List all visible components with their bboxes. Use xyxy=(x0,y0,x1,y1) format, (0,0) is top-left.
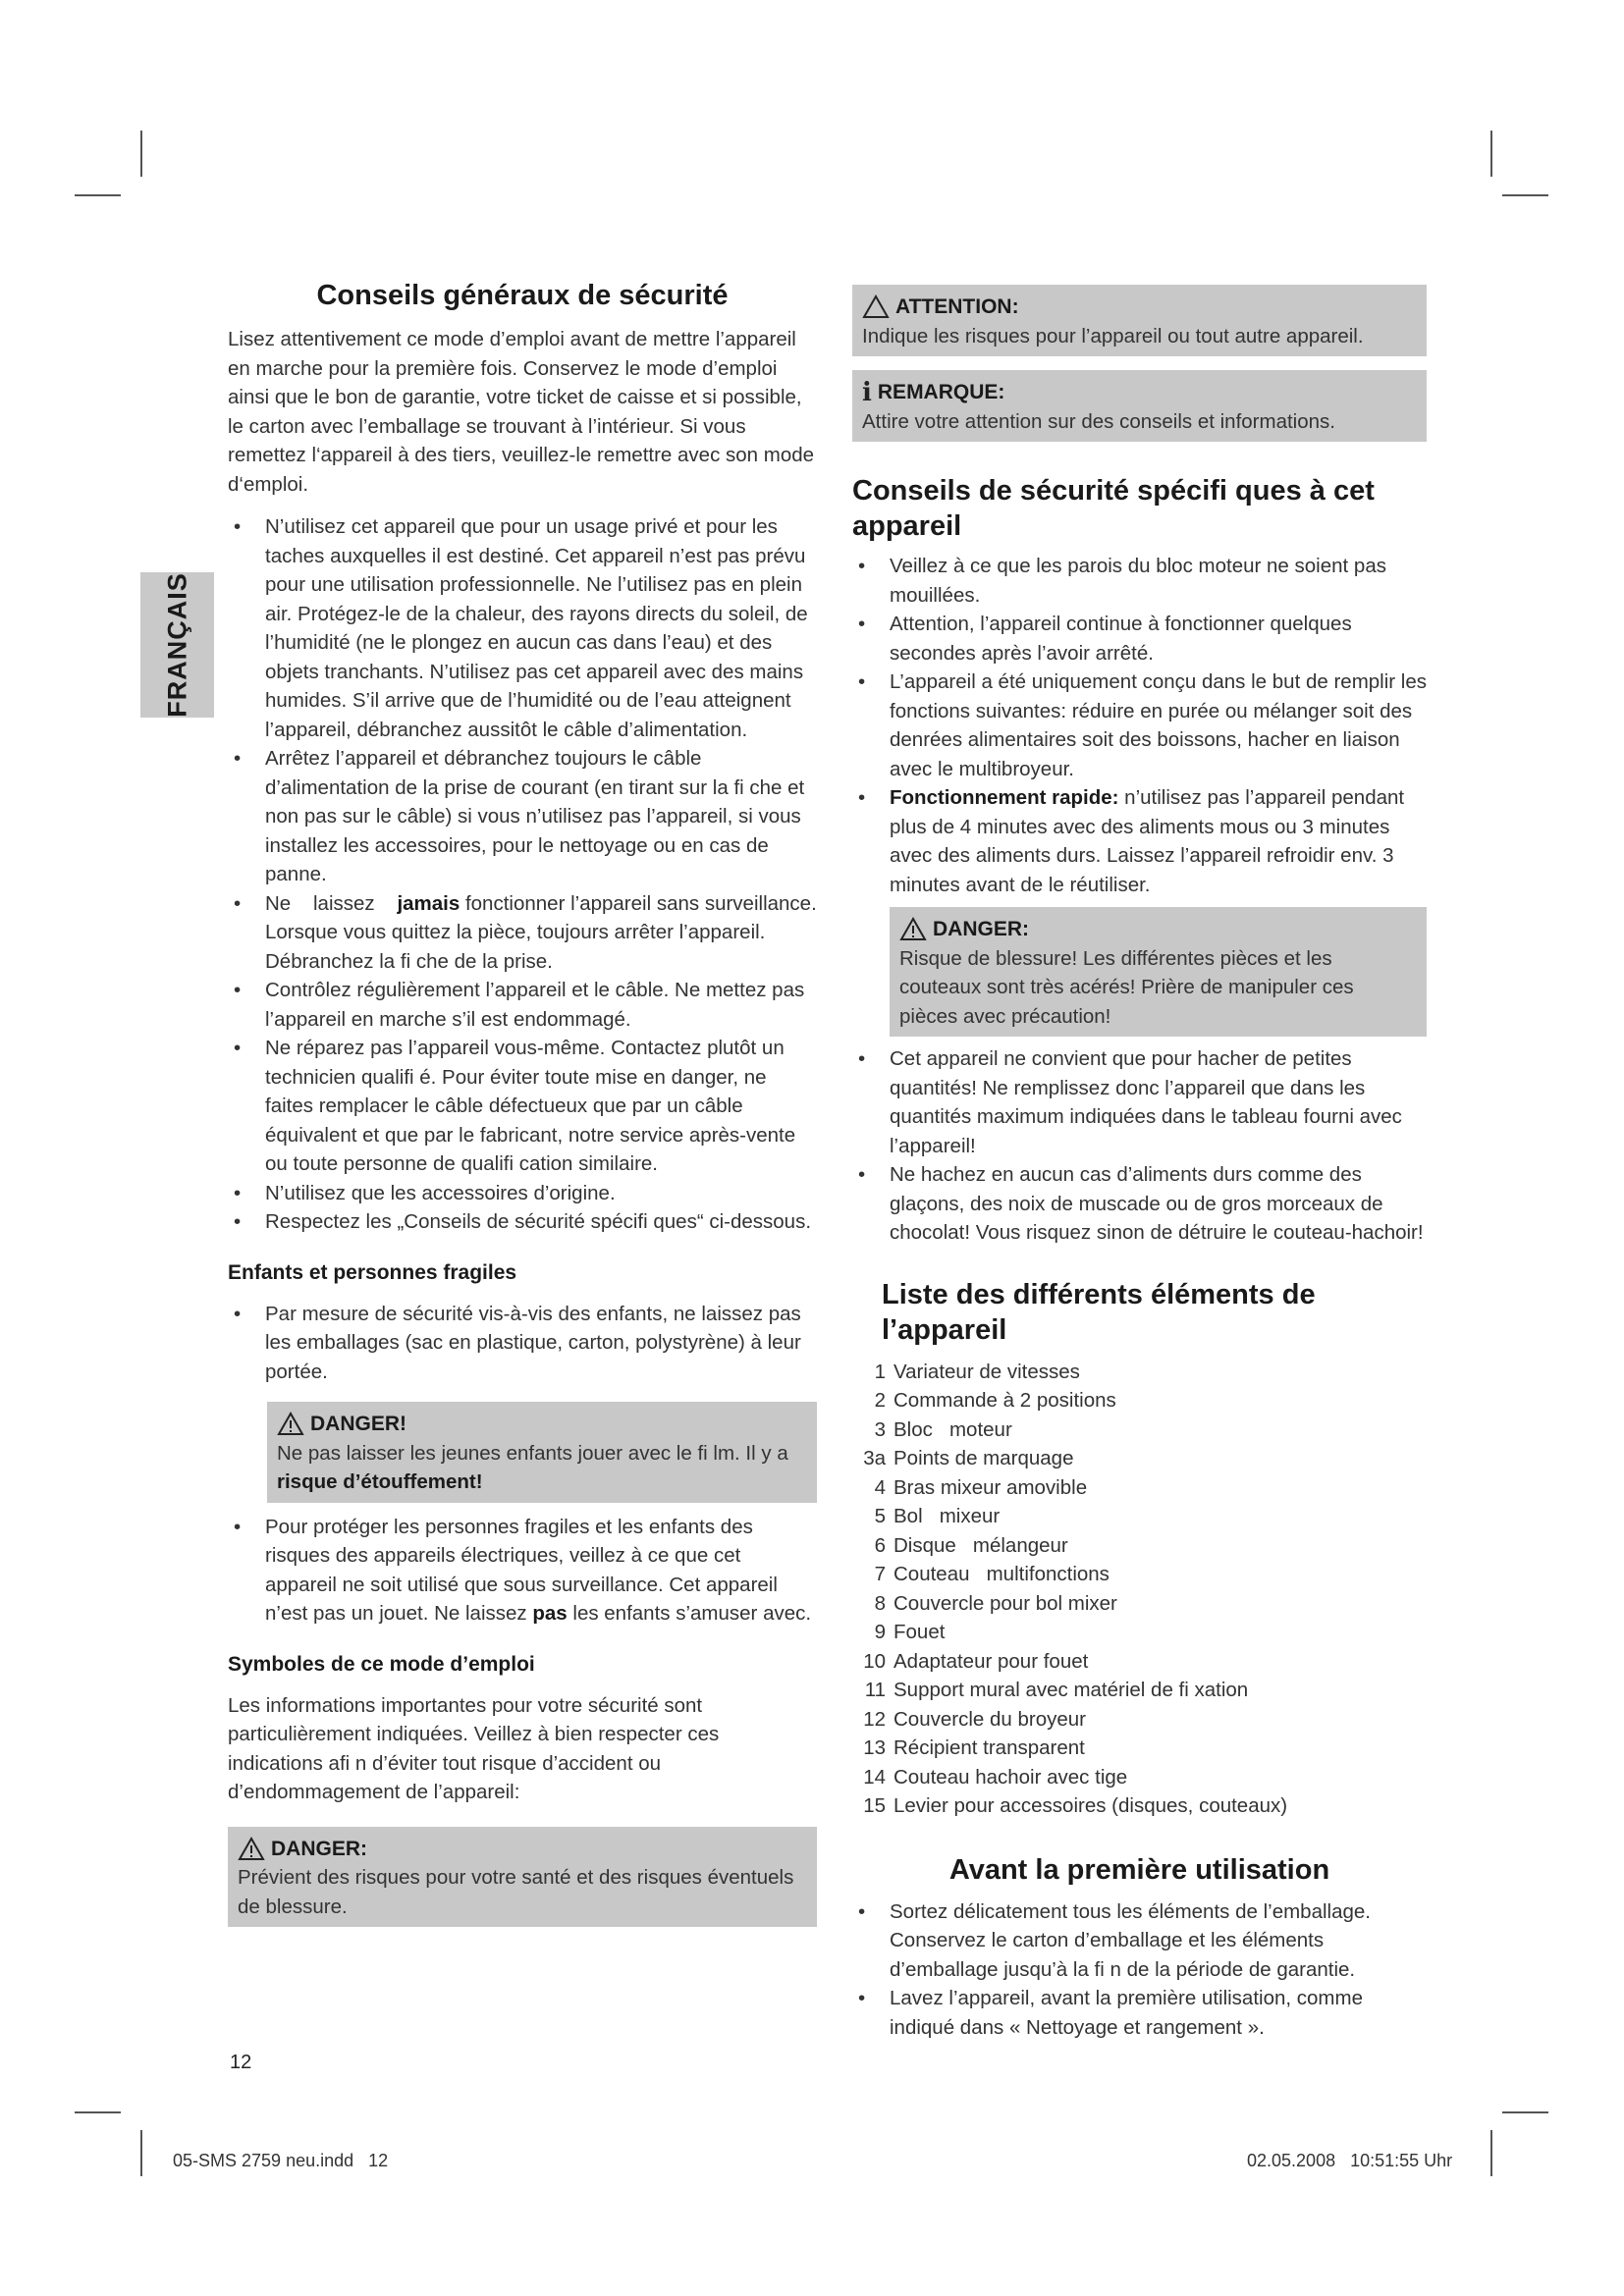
list-item-text: les enfants s’amuser avec. xyxy=(567,1602,812,1625)
danger-box xyxy=(267,1402,817,1503)
danger-label: DANGER: xyxy=(933,918,1029,940)
danger-heading xyxy=(277,1410,807,1439)
attention-text: Indique les risques pour l’appareil ou tout autre appareil. xyxy=(862,324,1364,347)
list-item: • N’utilisez que les accessoires d’origine. xyxy=(228,1179,817,1208)
list-item xyxy=(852,1386,1427,1415)
part-label: Récipient transparent xyxy=(893,1736,1085,1759)
parts-list xyxy=(852,1358,1427,1821)
attention-label: ATTENTION: xyxy=(895,295,1019,318)
list-item: • Sortez délicatement tous les éléments de l’emballage. Conservez le carton d’emballage et les éléments d’emballage jusqu’à la fi n de la période de garantie. xyxy=(852,1897,1427,1985)
part-label: Adaptateur pour fouet xyxy=(893,1649,1089,1673)
danger-box xyxy=(228,1827,817,1928)
list-item xyxy=(852,1791,1427,1821)
left-column xyxy=(228,278,817,1927)
part-number: 3 xyxy=(874,1417,886,1441)
children-list xyxy=(228,1300,817,1387)
list-item-text: Pour protéger les personnes fragiles et les enfants des risques des appareils électriques, veillez à ce que cet appareil ne soit utilisé que sous surveillance. Cet appareil n’est pas un jouet. Ne laissez xyxy=(265,1515,778,1625)
list-item xyxy=(228,889,817,977)
info-icon: i xyxy=(862,377,872,407)
part-number: 13 xyxy=(863,1736,886,1759)
right-column xyxy=(852,285,1427,2042)
list-item xyxy=(852,1618,1427,1647)
part-label: Commande à 2 positions xyxy=(893,1389,1116,1412)
list-item-text: fonctionner l’appareil sans surveillance. Lorsque vous quittez la pièce, toujours arrêter l’appareil. Débranchez la fi che de la prise. xyxy=(265,891,817,973)
list-item-text: n’utilisez pas l’appareil pendant plus de 4 minutes avec des aliments mous ou 3 minutes avec des aliments durs. Laissez l’appareil refroidir env. 3 minutes avant de le réutiliser. xyxy=(890,786,1405,896)
remarque-box xyxy=(852,370,1427,442)
list-item xyxy=(852,1705,1427,1735)
list-item: • Ne réparez pas l’appareil vous-même. Contactez plutôt un technicien qualifi é. Pour éviter toute mise en danger, ne faites remplacer le câble défectueux que par un câble équivalent et que par le fabricant, notre service après-vente ou toute personne de qualifi cation similaire. xyxy=(228,1034,817,1179)
general-safety-list xyxy=(228,512,817,1237)
warning-triangle-icon xyxy=(277,1412,304,1436)
list-item xyxy=(852,1415,1427,1445)
crop-mark xyxy=(140,131,142,177)
list-item xyxy=(852,1531,1427,1561)
children-list-2 xyxy=(228,1513,817,1629)
danger-label: DANGER! xyxy=(310,1413,406,1435)
crop-mark xyxy=(140,2130,142,2176)
list-item: • Cet appareil ne convient que pour hacher de petites quantités! Ne remplissez donc l’appareil que dans les quantités maximum indiquées dans le tableau fourni avec l’appareil! xyxy=(852,1044,1427,1160)
list-item-bold: jamais xyxy=(397,891,460,915)
warning-triangle-icon xyxy=(238,1837,265,1861)
part-number: 3a xyxy=(863,1447,886,1469)
list-item xyxy=(852,783,1427,899)
part-label: Points de marquage xyxy=(893,1447,1074,1469)
part-label: Variateur de vitesses xyxy=(893,1360,1080,1383)
list-item xyxy=(852,1763,1427,1792)
crop-mark xyxy=(1502,194,1548,196)
part-number: 9 xyxy=(874,1621,886,1643)
section-title-specific-safety: Conseils de sécurité spécifi ques à cet appareil xyxy=(852,475,1375,542)
crop-mark xyxy=(75,194,121,196)
part-number: 14 xyxy=(863,1765,886,1789)
attention-box xyxy=(852,285,1427,356)
list-item xyxy=(852,1560,1427,1589)
heading-symbols: Symboles de ce mode d’emploi xyxy=(228,1652,535,1676)
list-item-bold: Fonctionnement rapide: xyxy=(890,786,1119,809)
list-item: • Contrôlez régulièrement l’appareil et le câble. Ne mettez pas l’appareil en marche s’il est endommagé. xyxy=(228,976,817,1034)
part-label: Couteau multifonctions xyxy=(893,1563,1110,1585)
part-label: Couvercle pour bol mixer xyxy=(893,1591,1117,1615)
list-item xyxy=(852,1473,1427,1503)
part-label: Bloc moteur xyxy=(893,1417,1012,1441)
part-label: Support mural avec matériel de fi xation xyxy=(893,1679,1249,1701)
symbols-paragraph: Les informations importantes pour votre sécurité sont particulièrement indiquées. Veillez à bien respecter ces indications afi n d’éviter tout risque d’accident ou d’endommagement de l’appareil: xyxy=(228,1693,720,1803)
list-item: • Attention, l’appareil continue à fonctionner quelques secondes après l’avoir arrêté. xyxy=(852,610,1427,667)
list-item: • Ne hachez en aucun cas d’aliments durs comme des glaçons, des noix de muscade ou de gros morceaux de chocolat! Vous risquez sinon de détruire le couteau-hachoir! xyxy=(852,1160,1427,1248)
warning-triangle-icon xyxy=(899,917,927,941)
list-item: • Par mesure de sécurité vis-à-vis des enfants, ne laissez pas les emballages (sac en plastique, carton, polystyrène) à leur portée. xyxy=(228,1300,817,1387)
language-tab-label: FRANÇAIS xyxy=(162,572,191,718)
list-item: • L’appareil a été uniquement conçu dans le but de remplir les fonctions suivantes: réduire en purée ou mélanger soit des denrées alimentaires soit des boissons, hacher en liaison avec le multibroyeur. xyxy=(852,667,1427,783)
list-item: • Arrêtez l’appareil et débranchez toujours le câble d’alimentation de la prise de courant (en tirant sur la fi che et non pas sur le câble) si vous n’utilisez pas l’appareil, si vous installez les accessoires, pour le nettoyage ou en cas de panne. xyxy=(228,744,817,889)
part-label: Bras mixeur amovible xyxy=(893,1475,1088,1499)
crop-mark xyxy=(1490,2130,1492,2176)
part-label: Disque mélangeur xyxy=(893,1533,1068,1557)
attention-heading xyxy=(862,293,1417,322)
footer-right: 02.05.2008 10:51:55 Uhr xyxy=(1247,2151,1453,2170)
list-item xyxy=(852,1734,1427,1763)
language-tab xyxy=(140,572,214,718)
list-item-text: Ne laissez xyxy=(265,891,398,915)
list-item-bold: pas xyxy=(532,1602,568,1625)
part-number: 6 xyxy=(874,1533,886,1557)
crop-mark xyxy=(1490,131,1492,177)
list-item xyxy=(852,1502,1427,1531)
list-item xyxy=(852,1647,1427,1677)
danger-heading xyxy=(899,915,1417,944)
list-item xyxy=(852,1589,1427,1619)
first-use-list xyxy=(852,1897,1427,2043)
crop-mark xyxy=(75,2111,121,2113)
part-number: 8 xyxy=(874,1591,886,1615)
danger-heading xyxy=(238,1835,807,1864)
part-number: 12 xyxy=(863,1707,886,1731)
danger-text-body: Ne pas laisser les jeunes enfants jouer avec le fi lm. Il y a xyxy=(277,1441,788,1465)
remarque-heading xyxy=(862,378,1417,407)
page-number: 12 xyxy=(230,2052,252,2073)
danger-text xyxy=(277,1439,807,1497)
danger-label: DANGER: xyxy=(271,1837,367,1860)
remarque-label: REMARQUE: xyxy=(877,381,1005,403)
danger-text: Risque de blessure! Les différentes pièces et les couteaux sont très acérés! Prière de manipuler ces pièces avec précaution! xyxy=(899,946,1354,1028)
list-item xyxy=(852,1358,1427,1387)
part-label: Couteau hachoir avec tige xyxy=(893,1765,1128,1789)
part-number: 10 xyxy=(863,1649,886,1673)
part-number: 4 xyxy=(874,1475,886,1499)
list-item xyxy=(852,1676,1427,1705)
part-label: Couvercle du broyeur xyxy=(893,1707,1086,1731)
list-item xyxy=(228,1513,817,1629)
part-number: 5 xyxy=(874,1505,886,1527)
footer-left: 05-SMS 2759 neu.indd 12 xyxy=(173,2151,389,2170)
remarque-text: Attire votre attention sur des conseils et informations. xyxy=(862,409,1335,433)
part-number: 1 xyxy=(874,1360,886,1383)
heading-children: Enfants et personnes fragiles xyxy=(228,1260,517,1284)
part-number: 11 xyxy=(864,1679,886,1701)
danger-text-bold: risque d’étouffement! xyxy=(277,1470,483,1493)
list-item: • Respectez les „Conseils de sécurité spécifi ques“ ci-dessous. xyxy=(228,1207,817,1237)
list-item: • N’utilisez cet appareil que pour un usage privé et pour les taches auxquelles il est destiné. Cet appareil n’est pas prévu pour une utilisation professionnelle. Ne l’utilisez pas en plein air. Protégez-le de la chaleur, des rayons directs du soleil, de l’humidité (ne le plongez en aucun cas dans l’eau) et des objets tranchants. N’utilisez pas cet appareil avec des mains humides. S’il arrive que de l’humidité ou de l’eau atteignent l’appareil, débranchez aussitôt le câble d’alimentation. xyxy=(228,512,817,744)
part-label: Fouet xyxy=(893,1621,946,1643)
part-number: 15 xyxy=(863,1794,886,1817)
list-item xyxy=(852,1444,1427,1473)
intro-paragraph: Lisez attentivement ce mode d’emploi avant de mettre l’appareil en marche pour la première fois. Conservez le mode d’emploi ainsi que le bon de garantie, votre ticket de caisse et si possible, le carton avec l’emballage se trouvant à l’intérieur. Si vous remettez l‘appareil à des tiers, veuillez-le remettre avec son mode d‘emploi. xyxy=(228,328,815,496)
danger-box xyxy=(890,907,1427,1037)
part-label: Bol mixeur xyxy=(893,1505,1001,1527)
part-number: 2 xyxy=(874,1389,886,1412)
danger-text: Prévient des risques pour votre santé et des risques éventuels de blessure. xyxy=(238,1866,794,1918)
specific-safety-list-2 xyxy=(852,1044,1427,1248)
part-label: Levier pour accessoires (disques, couteaux) xyxy=(893,1794,1288,1817)
crop-mark xyxy=(1502,2111,1548,2113)
section-title-general-safety: Conseils généraux de sécurité xyxy=(316,280,729,311)
list-item: • Veillez à ce que les parois du bloc moteur ne soient pas mouillées. xyxy=(852,552,1427,610)
section-title-first-use: Avant la première utilisation xyxy=(948,1853,1330,1886)
part-number: 7 xyxy=(874,1563,886,1585)
section-title-parts: Liste des différents éléments de l’appareil xyxy=(882,1278,1316,1346)
specific-safety-list xyxy=(852,552,1427,899)
list-item: • Lavez l’appareil, avant la première utilisation, comme indiqué dans « Nettoyage et rangement ». xyxy=(852,1984,1427,2042)
warning-triangle-icon xyxy=(862,294,890,319)
